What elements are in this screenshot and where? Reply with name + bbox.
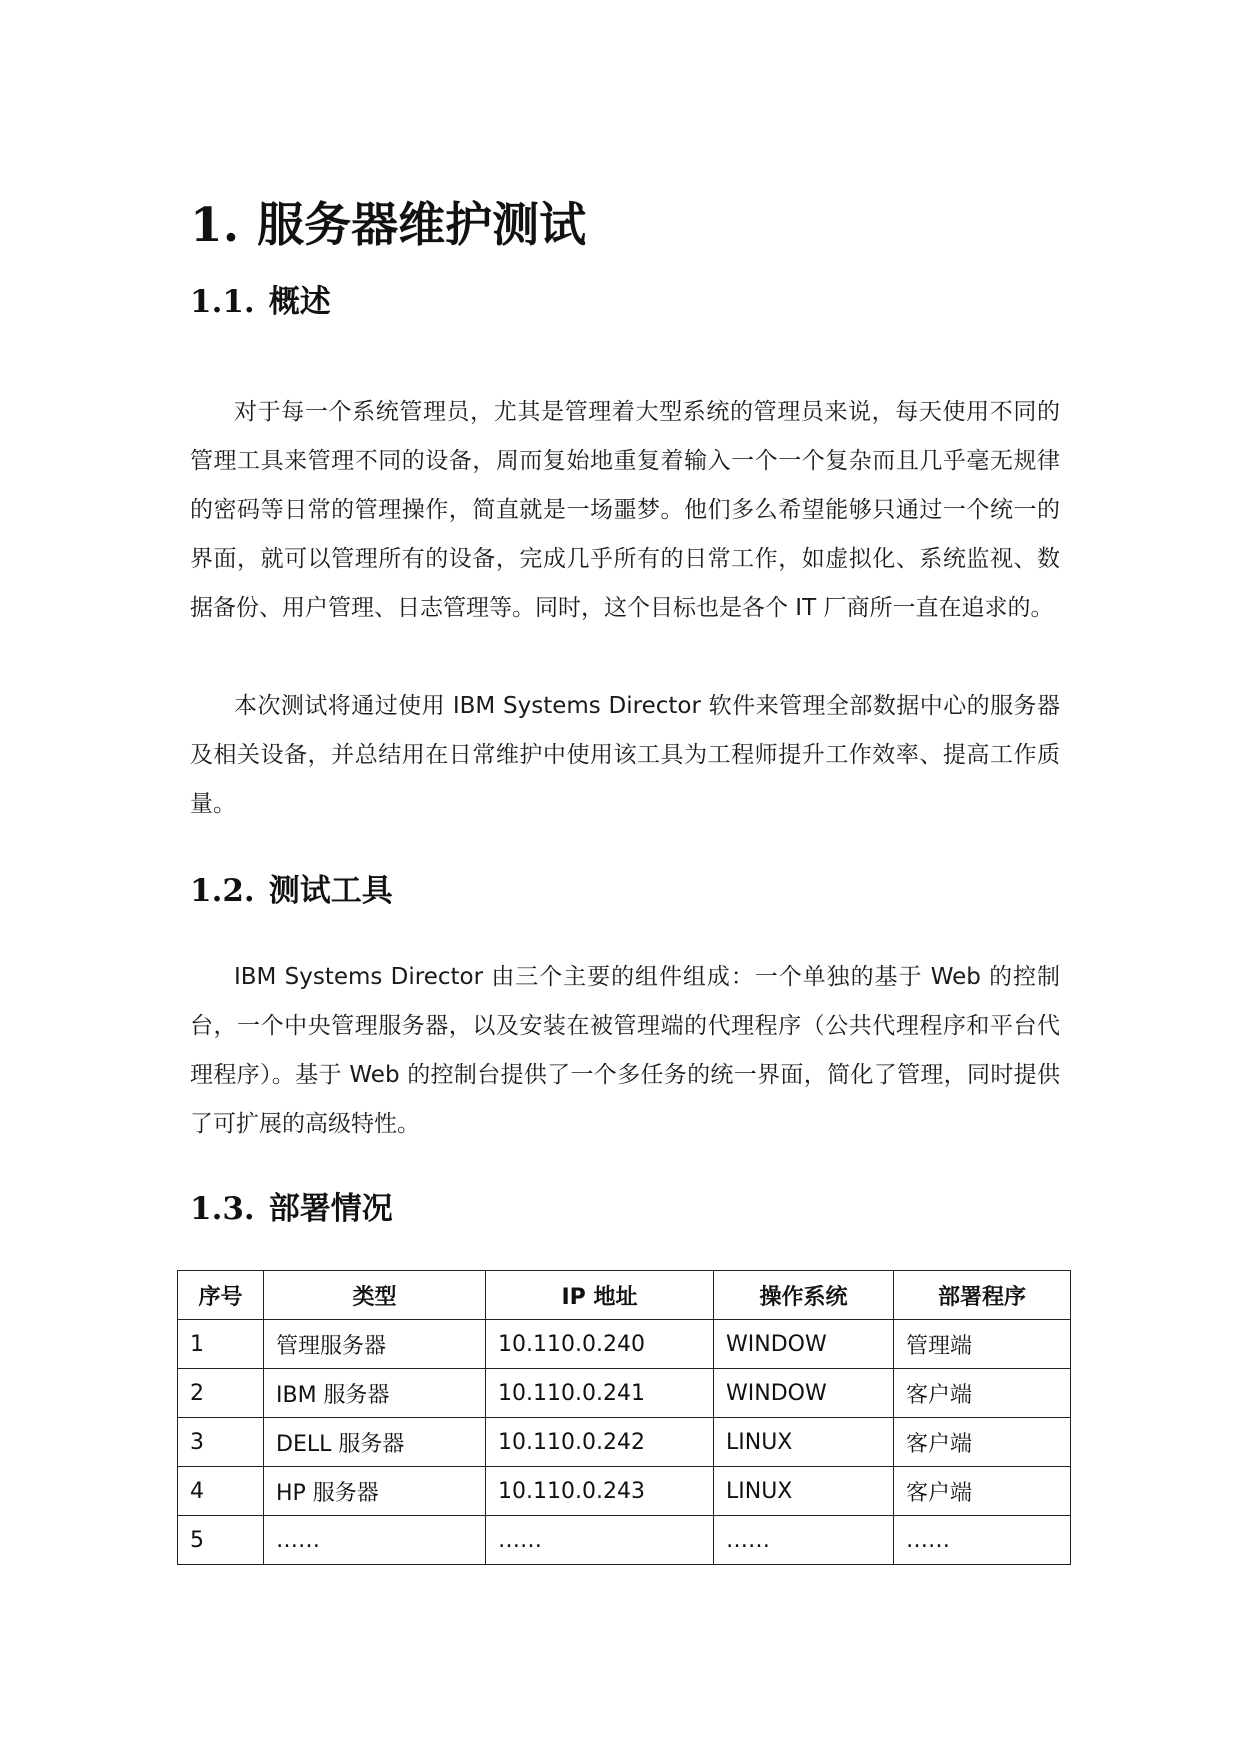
cell-index: 3 bbox=[178, 1418, 264, 1467]
cell-os: LINUX bbox=[714, 1418, 894, 1467]
chapter-heading bbox=[190, 196, 586, 256]
table-row bbox=[178, 1467, 1071, 1516]
cell-index: 1 bbox=[178, 1320, 264, 1369]
cell-ip: 10.110.0.243 bbox=[486, 1467, 714, 1516]
header-ip: IP 地址 bbox=[486, 1271, 714, 1320]
section-number: 1.1. bbox=[190, 284, 255, 320]
cell-program: 客户端 bbox=[894, 1369, 1071, 1418]
tools-paragraph: IBM Systems Director 由三个主要的组件组成：一个单独的基于 Web 的控制台，一个中央管理服务器，以及安装在被管理端的代理程序（公共代理程序和平台代理程序）。基于 Web 的控制台提供了一个多任务的统一界面，简化了管理，同时提供了可扩展的高级特性。 bbox=[190, 964, 1060, 1137]
deployment-table bbox=[177, 1270, 1071, 1565]
section-heading-deploy bbox=[190, 1189, 393, 1229]
cell-program: 客户端 bbox=[894, 1418, 1071, 1467]
cell-ip: 10.110.0.242 bbox=[486, 1418, 714, 1467]
chapter-title: 服务器维护测试 bbox=[257, 198, 587, 253]
header-type: 类型 bbox=[264, 1271, 486, 1320]
cell-type: 管理服务器 bbox=[264, 1320, 486, 1369]
section-heading-tools bbox=[190, 871, 393, 911]
cell-program: 客户端 bbox=[894, 1467, 1071, 1516]
overview-paragraph-1: 对于每一个系统管理员，尤其是管理着大型系统的管理员来说，每天使用不同的管理工具来管理不同的设备，周而复始地重复着输入一个一个复杂而且几乎毫无规律的密码等日常的管理操作，简直就是一场噩梦。他们多么希望能够只通过一个统一的界面，就可以管理所有的设备，完成几乎所有的日常工作，如虚拟化、系统监视、数据备份、用户管理、日志管理等。同时，这个目标也是各个 IT 厂商所一直在追求的。 bbox=[190, 399, 1060, 621]
header-index: 序号 bbox=[178, 1271, 264, 1320]
chapter-number: 1. bbox=[190, 198, 240, 253]
overview-paragraph-2: 本次测试将通过使用 IBM Systems Director 软件来管理全部数据中心的服务器及相关设备，并总结用在日常维护中使用该工具为工程师提升工作效率、提高工作质量。 bbox=[190, 693, 1060, 817]
section-title: 测试工具 bbox=[268, 873, 393, 909]
section-heading-overview bbox=[190, 282, 331, 322]
table-row bbox=[178, 1516, 1071, 1565]
cell-ip: 10.110.0.241 bbox=[486, 1369, 714, 1418]
section-title: 概述 bbox=[268, 284, 331, 320]
table-row bbox=[178, 1369, 1071, 1418]
cell-os: WINDOW bbox=[714, 1369, 894, 1418]
cell-type: HP 服务器 bbox=[264, 1467, 486, 1516]
cell-type: DELL 服务器 bbox=[264, 1418, 486, 1467]
cell-type: …… bbox=[264, 1516, 486, 1565]
table-header-row bbox=[178, 1271, 1071, 1320]
cell-os: WINDOW bbox=[714, 1320, 894, 1369]
cell-ip: …… bbox=[486, 1516, 714, 1565]
section-title: 部署情况 bbox=[268, 1191, 393, 1227]
cell-program: 管理端 bbox=[894, 1320, 1071, 1369]
cell-index: 2 bbox=[178, 1369, 264, 1418]
header-os: 操作系统 bbox=[714, 1271, 894, 1320]
cell-index: 5 bbox=[178, 1516, 264, 1565]
cell-os: LINUX bbox=[714, 1467, 894, 1516]
section-number: 1.2. bbox=[190, 873, 255, 909]
table-row bbox=[178, 1418, 1071, 1467]
header-program: 部署程序 bbox=[894, 1271, 1071, 1320]
cell-program: …… bbox=[894, 1516, 1071, 1565]
cell-type: IBM 服务器 bbox=[264, 1369, 486, 1418]
table-row bbox=[178, 1320, 1071, 1369]
section-number: 1.3. bbox=[190, 1191, 255, 1227]
cell-ip: 10.110.0.240 bbox=[486, 1320, 714, 1369]
cell-index: 4 bbox=[178, 1467, 264, 1516]
cell-os: …… bbox=[714, 1516, 894, 1565]
